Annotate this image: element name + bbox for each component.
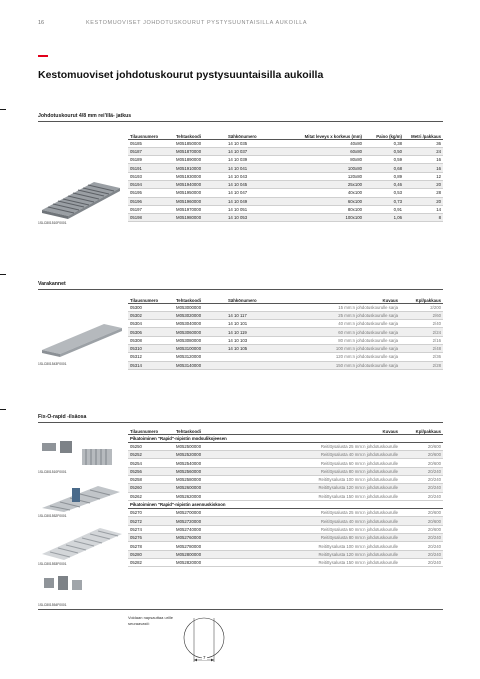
table-row: 05197 M051970000 14 10 051 80x100 0,91 14	[130, 207, 441, 213]
clip-image-2	[38, 480, 124, 517]
table-row: 05198 M051980000 14 10 053 100x100 1,06 8	[130, 215, 441, 221]
table-row: 05195 M051950000 14 10 047 40x100 0,53 28	[130, 190, 441, 196]
page-title: Kestomuoviset johdotuskourut pystysuuntaisilla aukoilla	[38, 69, 324, 81]
dimension-label: 7	[203, 655, 206, 660]
table-row: 05254 M052540000 Reitittysalusta 60 mm:n johdotuskourulle 20/600	[130, 460, 441, 466]
section-marker	[0, 109, 6, 110]
ducts-table	[128, 130, 443, 222]
table-row: 05260 M052600000 Reitittysalusta 120 mm:n johdotuskourulle 20/240	[130, 485, 441, 491]
col-header: Tehtaskoodi	[174, 425, 226, 434]
image-caption: 1SLC801552F0001	[38, 514, 67, 518]
table-row: 05256 M052560000 Reitittysalusta 80 mm:n johdotuskourulle 20/240	[130, 468, 441, 474]
table-row: 05304 M053040000 14 10 101 40 mm:n johdotuskourulle sarja 2/40	[130, 321, 441, 327]
section-title-ducts: Johdotuskourut 4/8 mm rei'illä- jatkus	[38, 113, 132, 119]
section-title-fix-o-rapid: Fix-O-rapid -ilsäosa	[38, 414, 87, 420]
table-row: 05185 M051850000 14 10 035 40x80 0,38 36	[130, 140, 441, 146]
table-row: 05252 M052520000 Reitittysalusta 40 mm:n johdotuskourulle 20/600	[130, 452, 441, 458]
clip-image-3	[38, 524, 124, 565]
table-row: 05196 M051960000 14 10 049 60x100 0,73 20	[130, 198, 441, 204]
accent-bar	[38, 55, 48, 57]
rail-diagram	[178, 614, 232, 670]
col-header: Tilausnumero	[128, 425, 174, 434]
subgroup-row: Pikatoiminen "Rapid"-nipistin asennuskiskoon	[128, 500, 443, 508]
table-row: 05270 M052700000 Reitittysalusta 25 mm:n johdotuskourulle 20/600	[130, 510, 441, 516]
page-number: 16	[38, 20, 45, 26]
covers-table	[128, 294, 443, 370]
image-caption: 1SLC801554F0001	[38, 603, 67, 607]
table-row: 05314 M053140000 150 mm:n johdotuskourulle sarja 2/28	[130, 362, 441, 368]
subgroup-row: Pikatoiminen "Rapid"-nipistin modsulikojeesen	[128, 434, 443, 442]
running-header: KESTOMUOVISET JOHDOTUSKOURUT PYSTYSUUNTAISILLA AUKOILLA	[86, 20, 308, 26]
col-header: Paino (kg/m)	[364, 130, 404, 139]
col-header: Sähkönumero	[226, 294, 284, 303]
section-title-covers: Varakannet	[38, 281, 66, 287]
section-divider	[38, 121, 443, 122]
table-row: 05308 M053080000 14 10 103 80 mm:n johdotuskourulle sarja 2/16	[130, 337, 441, 343]
table-row: 05276 M052760000 Reitittysalusta 80 mm:n johdotuskourulle 20/240	[130, 535, 441, 541]
col-header: Tehtaskoodi	[174, 130, 226, 139]
image-caption: 1SLC801510F0001	[38, 470, 67, 474]
duct-image	[38, 172, 124, 225]
table-row: 05300 M053000000 15 mm:n johdotuskourulle sarja 2/200	[130, 304, 441, 310]
image-caption: 1SLC801543F0001	[38, 362, 67, 366]
fix-o-rapid-table	[128, 425, 443, 567]
table-row: 05187 M051870000 14 10 037 60x80 0,50 24	[130, 148, 441, 154]
cover-image	[38, 320, 124, 365]
col-header: Kuvaus	[284, 294, 400, 303]
image-caption: 1SLC801510F0001	[38, 221, 67, 225]
table-row: 05274 M052740000 Reitittysalusta 60 mm:n johdotuskourulle 20/600	[130, 526, 441, 532]
table-row: 05282 M052820000 Reitittysalusta 150 mm:n johdotuskourulle 20/240	[130, 560, 441, 566]
table-row: 05262 M052620000 Reitittysalusta 150 mm:n johdotuskourulle 20/240	[130, 493, 441, 499]
table-row: 05278 M052780000 Reitittysalusta 100 mm:n johdotuskourulle 20/240	[130, 543, 441, 549]
table-row: 05302 M053020000 14 10 117 25 mm:n johdotuskourulle sarja 2/60	[130, 312, 441, 318]
col-header: Tilausnumero	[128, 294, 174, 303]
mounting-note: Voidaan napsauttaa urille seuraavasti:	[128, 615, 173, 626]
section-divider	[38, 609, 443, 610]
table-row: 05258 M052580000 Reitittysalusta 100 mm:n johdotuskourulle 20/240	[130, 477, 441, 483]
col-header: Metri /pakkaus	[404, 130, 443, 139]
table-row: 05280 M052800000 Reitittysalusta 120 mm:n johdotuskourulle 20/240	[130, 551, 441, 557]
table-row: 05191 M051910000 14 10 041 100x80 0,68 16	[130, 165, 441, 171]
table-row: 05272 M052720000 Reitittysalusta 40 mm:n johdotuskourulle 20/600	[130, 518, 441, 524]
col-header: Kuvaus	[226, 425, 400, 434]
section-marker	[0, 274, 6, 275]
clip-image-1	[38, 437, 124, 474]
section-divider	[38, 289, 443, 290]
table-row: 05312 M053120000 120 mm:n johdotuskourulle sarja 2/36	[130, 354, 441, 360]
col-header: Kpl/pakkaus	[400, 294, 443, 303]
table-row: 05306 M053060000 14 10 119 60 mm:n johdotuskourulle sarja 2/24	[130, 329, 441, 335]
col-header: Mitat leveys x korkeus (mm)	[284, 130, 364, 139]
image-caption: 1SLC801553F0001	[38, 562, 67, 566]
col-header: Kpl/pakkaus	[400, 425, 443, 434]
table-row: 05250 M052500000 Reitittysalusta 25 mm:n johdotuskourulle 20/600	[130, 443, 441, 449]
section-marker	[0, 409, 6, 410]
col-header: Sähkönumero	[226, 130, 284, 139]
table-row: 05189 M051890000 14 10 039 80x80 0,59 16	[130, 157, 441, 163]
col-header: Tilausnumero	[128, 130, 174, 139]
table-row: 05193 M051930000 14 10 043 120x80 0,89 12	[130, 173, 441, 179]
table-row: 05310 M053100000 14 10 105 100 mm:n johdotuskourulle sarja 2/48	[130, 346, 441, 352]
clip-image-4	[38, 572, 124, 605]
col-header: Tehtaskoodi	[174, 294, 226, 303]
table-row: 05194 M051940000 14 10 045 25x100 0,46 20	[130, 182, 441, 188]
section-divider	[38, 422, 443, 423]
